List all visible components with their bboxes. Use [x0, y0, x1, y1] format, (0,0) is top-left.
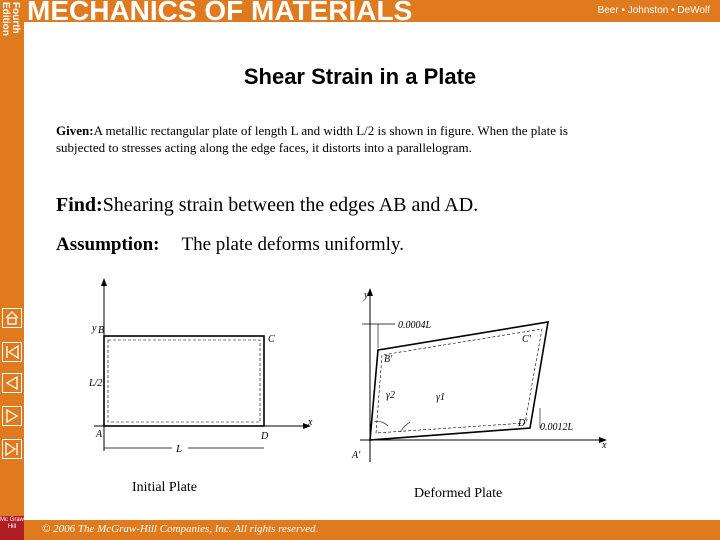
y-axis-arrow [101, 278, 107, 286]
label-d-prime: D' [518, 418, 528, 429]
home-button[interactable] [2, 308, 22, 328]
given-label: Given: [56, 123, 94, 138]
initial-plate [104, 336, 264, 426]
deformed-plate-diagram [340, 282, 620, 472]
label-length: L [176, 443, 183, 455]
label-b-prime: B' [384, 354, 393, 365]
label-half-width: L/2 [89, 378, 103, 389]
label-right-displacement: 0.0012L [540, 422, 574, 433]
label-c: C [268, 334, 275, 345]
given-body: A metallic rectangular plate of length L and width L/2 is shown in figure. When the plate is subjected to stresses acting along the edge faces, it distorts into a parallelogram. [56, 123, 568, 155]
label-gamma2: γ2 [386, 390, 395, 401]
gamma2-arc [374, 422, 388, 427]
label-x-deformed: x [602, 440, 607, 451]
edition-line-1: Fourth [10, 2, 21, 34]
find-body: Shearing strain between the edges AB and AD. [102, 194, 479, 216]
edition-label [1, 2, 23, 72]
course-title: MECHANICS OF MATERIALS [27, 0, 413, 26]
copyright-text: © 2006 The McGraw-Hill Companies, Inc. All rights reserved. [42, 523, 319, 535]
label-gamma1: γ1 [436, 392, 445, 403]
assumption-body: The plate deforms uniformly. [181, 234, 404, 255]
label-d: D [261, 431, 269, 442]
mcgraw-hill-logo: Mc Graw Hill [0, 516, 24, 540]
label-a-prime: A' [352, 450, 361, 461]
home-icon [3, 309, 21, 327]
gamma1-arc [400, 422, 410, 432]
edition-line-2: Edition [0, 2, 11, 36]
label-b: B [98, 325, 105, 336]
slide-title: Shear Strain in a Plate [243, 64, 477, 89]
first-slide-button[interactable] [2, 342, 22, 362]
label-x: x [308, 417, 313, 428]
deformed-plate-caption: Deformed Plate [414, 486, 503, 501]
first-slide-icon [3, 343, 21, 361]
label-a: A [96, 429, 103, 440]
find-label: Find: [56, 194, 103, 216]
next-slide-button[interactable] [2, 406, 22, 426]
find-text [56, 194, 478, 217]
initial-plate-diagram [84, 276, 324, 466]
label-y-deformed: y [364, 290, 369, 301]
label-c-prime: C' [522, 334, 531, 345]
last-slide-button[interactable] [2, 439, 22, 459]
given-text [56, 122, 616, 156]
assumption-label: Assumption: [56, 234, 160, 255]
previous-slide-button[interactable] [2, 373, 22, 393]
authors: Beer • Johnston • DeWolf [597, 5, 710, 16]
label-top-displacement: 0.0004L [398, 320, 432, 331]
previous-slide-icon [3, 374, 21, 392]
label-y: y [92, 323, 97, 334]
plate-inner-edge [108, 340, 260, 422]
assumption-text [56, 234, 404, 256]
last-slide-icon [3, 440, 21, 458]
initial-plate-caption: Initial Plate [132, 480, 197, 495]
next-slide-icon [3, 407, 21, 425]
